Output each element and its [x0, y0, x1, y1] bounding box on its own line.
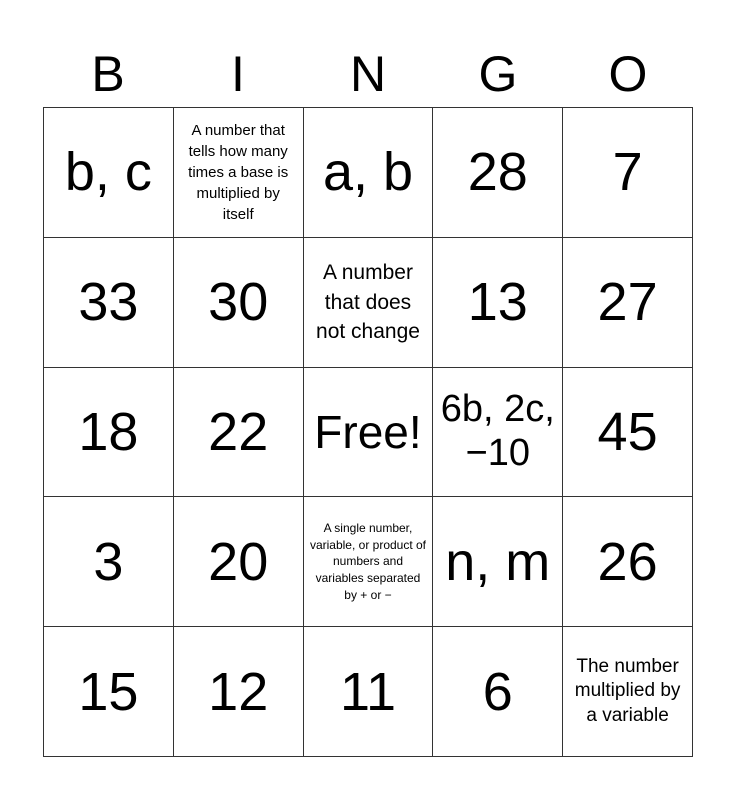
header-letter-o: O — [608, 46, 648, 102]
bingo-cell[interactable]: 3 — [44, 497, 174, 627]
header-letter-b: B — [91, 46, 125, 102]
bingo-cell[interactable]: The number multiplied by a variable — [563, 627, 693, 757]
bingo-cell[interactable]: 15 — [44, 627, 174, 757]
bingo-cell[interactable]: A single number, variable, or product of numbers and variables separated by + or − — [304, 497, 434, 627]
bingo-cell[interactable]: A number that does not change — [304, 238, 434, 368]
bingo-cell[interactable]: 6b, 2c, −10 — [433, 368, 563, 498]
bingo-cell[interactable]: 30 — [174, 238, 304, 368]
bingo-cell[interactable]: 45 — [563, 368, 693, 498]
bingo-cell[interactable]: 12 — [174, 627, 304, 757]
bingo-cell[interactable]: 28 — [433, 108, 563, 238]
header-letter-g: G — [478, 46, 518, 102]
header-letter-n: N — [349, 46, 387, 102]
header-letter-i: I — [231, 46, 245, 102]
bingo-cell[interactable]: n, m — [433, 497, 563, 627]
bingo-cell[interactable]: 13 — [433, 238, 563, 368]
bingo-cell[interactable]: A number that tells how many times a base is multiplied by itself — [174, 108, 304, 238]
bingo-cell[interactable]: 11 — [304, 627, 434, 757]
bingo-cell[interactable]: 6 — [433, 627, 563, 757]
bingo-cell[interactable]: 26 — [563, 497, 693, 627]
bingo-cell[interactable]: a, b — [304, 108, 434, 238]
bingo-cell[interactable]: 7 — [563, 108, 693, 238]
bingo-header — [43, 40, 693, 108]
bingo-cell[interactable]: 20 — [174, 497, 304, 627]
free-space-cell[interactable]: Free! — [304, 368, 434, 498]
bingo-cell[interactable]: 27 — [563, 238, 693, 368]
bingo-cell[interactable]: 18 — [44, 368, 174, 498]
bingo-card-grid — [43, 107, 693, 757]
bingo-cell[interactable]: 22 — [174, 368, 304, 498]
bingo-cell[interactable]: b, c — [44, 108, 174, 238]
bingo-cell[interactable]: 33 — [44, 238, 174, 368]
